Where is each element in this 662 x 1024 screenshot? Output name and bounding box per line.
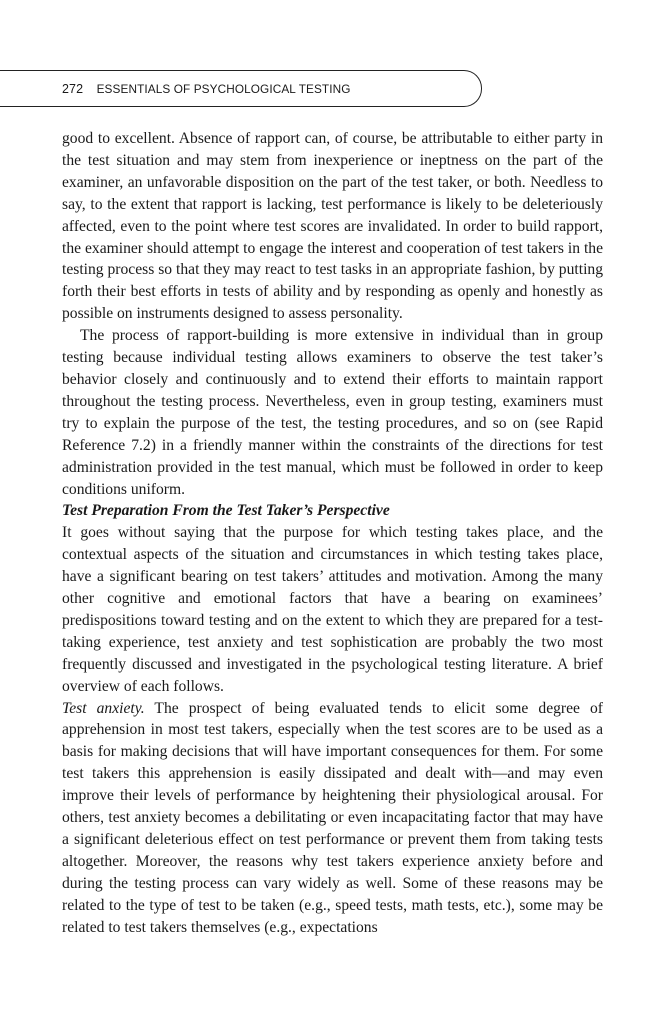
paragraph-test-anxiety <box>62 698 603 939</box>
section-heading: Test Preparation From the Test Taker’s Perspective <box>62 502 390 520</box>
test-anxiety-text: The prospect of being evaluated tends to elicit some degree of apprehension in most test takers, especially when the test scores are to be used as a basis for making decisions that will have important consequences for them. For some test takers this apprehension is easily dissipated and dealt with—and may even improve their levels of performance by heightening their physiological arousal. For others, test anxiety becomes a debilitating or even incapacitating factor that may have a significant deleterious effect on test performance or prevent them from taking tests altogether. Moreover, the reasons why test takers experience anxiety before and during the testing process can vary widely as well. Some of these reasons may be related to the type of test to be taken (e.g., speed tests, math tests, etc.), some may be related to test takers themselves (e.g., expectations <box>62 699 603 936</box>
page-body <box>62 128 603 939</box>
paragraph-rapport-building: The process of rapport-building is more extensive in individual than in group testing because individual testing allows examiners to observe the test taker’s behavior closely and continuously and to extend their efforts to maintain rapport throughout the testing process. Nevertheless, even in group testing, examiners must try to explain the purpose of the test, the testing procedures, and so on (see Rapid Reference 7.2) in a friendly manner within the constraints of the directions for test administration provided in the test manual, which must be followed in order to keep conditions uniform. <box>62 327 603 498</box>
paragraph-rapport-continued: good to excellent. Absence of rapport can, of course, be attributable to either party in the test situation and may stem from inexperience or ineptness on the part of the examiner, an unfavorable disposition on the part of the test taker, or both. Needless to say, to the extent that rapport is lacking, test performance is likely to be deleteriously affected, even to the point where test scores are invalidated. In order to build rapport, the examiner should attempt to engage the interest and cooperation of test takers in the testing process so that they may react to test tasks in an appropriate fashion, by putting forth their best efforts in tests of ability and by responding as openly and honestly as possible on instruments designed to assess personality. <box>62 130 603 323</box>
page-number: 272 <box>62 82 84 96</box>
paragraph-test-preparation: It goes without saying that the purpose for which testing takes place, and the contextual aspects of the situation and circumstances in which testing takes place, have a significant bearing on test takers’ attitudes and motivation. Among the many other cognitive and emotional factors that have a bearing on examinees’ predispositions toward testing and on the extent to which they are prepared for a test-taking experience, test anxiety and test sophistication are probably the two most frequently discussed and investigated in the psychological testing literature. A brief overview of each follows. <box>62 524 603 695</box>
running-head-title: ESSENTIALS OF PSYCHOLOGICAL TESTING <box>96 82 351 96</box>
running-header <box>62 82 351 96</box>
test-anxiety-label: Test anxiety. <box>62 699 145 717</box>
